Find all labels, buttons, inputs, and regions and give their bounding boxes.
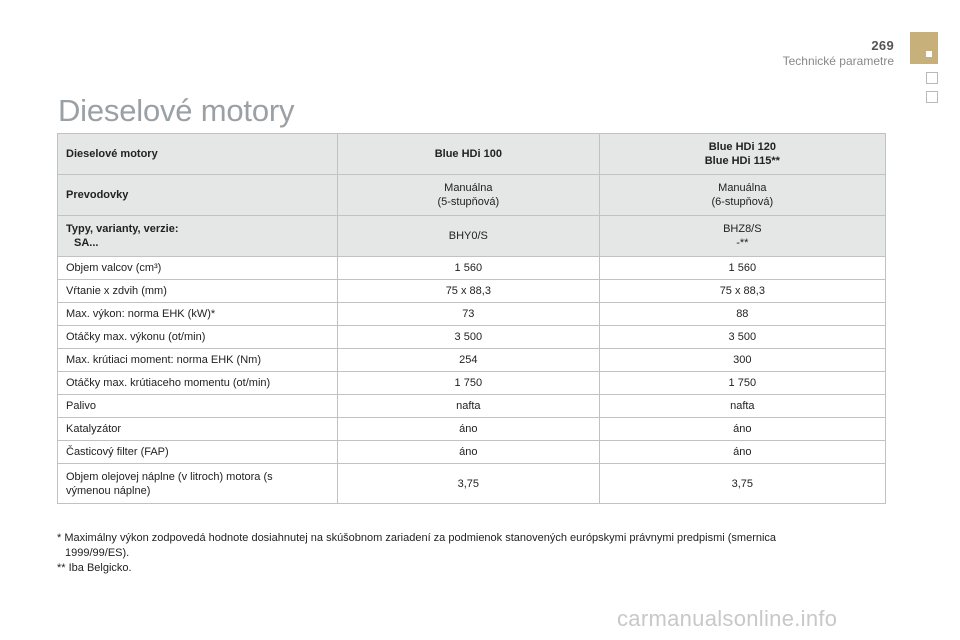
- row-label: Max. výkon: norma EHK (kW)*: [58, 303, 338, 326]
- row-col1: 73: [338, 303, 600, 326]
- gearbox-col1-line1: Manuálna: [444, 182, 493, 194]
- types-label-line2: SA...: [74, 237, 99, 249]
- row-col2: 3,75: [599, 464, 885, 504]
- footnote-1-cont: 1999/99/ES).: [65, 547, 130, 559]
- row-col2: áno: [599, 441, 885, 464]
- row-col2: nafta: [599, 395, 885, 418]
- header-col2-line2: Blue HDi 115**: [704, 155, 780, 167]
- row-col2: áno: [599, 418, 885, 441]
- row-col1: 3,75: [338, 464, 600, 504]
- row-col1: 1 560: [338, 257, 600, 280]
- row-col2: 300: [599, 349, 885, 372]
- tab-box-1: [926, 72, 938, 84]
- gearbox-label: Prevodovky: [58, 175, 338, 216]
- header-col2-line1: Blue HDi 120: [708, 141, 776, 153]
- table-row: [58, 418, 886, 441]
- table-row: [58, 464, 886, 504]
- chapter-tab-marker: [910, 32, 938, 64]
- row-label: [58, 464, 338, 504]
- row-col2: 1 750: [599, 372, 885, 395]
- types-col2-line2: -**: [736, 237, 749, 249]
- footnote-2: ** Iba Belgicko.: [57, 562, 132, 574]
- row-col1: 75 x 88,3: [338, 280, 600, 303]
- types-col2-line1: BHZ8/S: [723, 223, 762, 235]
- page-number: 269: [871, 38, 894, 53]
- types-col2: [599, 216, 885, 257]
- row-col1: áno: [338, 418, 600, 441]
- spec-table: [57, 133, 886, 504]
- row-label: Časticový filter (FAP): [58, 441, 338, 464]
- table-row: [58, 257, 886, 280]
- gearbox-col2-line2: (6-stupňová): [711, 196, 774, 208]
- row-label: Katalyzátor: [58, 418, 338, 441]
- row-col1: 1 750: [338, 372, 600, 395]
- table-row: [58, 326, 886, 349]
- row-label-line1: Objem olejovej náplne (v litroch) motora (s: [66, 470, 273, 483]
- page-title: Dieselové motory: [58, 93, 295, 128]
- row-label: Vŕtanie x zdvih (mm): [58, 280, 338, 303]
- row-label-line2: výmenou náplne): [66, 484, 151, 497]
- row-col2: 88: [599, 303, 885, 326]
- row-col2: 3 500: [599, 326, 885, 349]
- row-col1: nafta: [338, 395, 600, 418]
- section-name: Technické parametre: [782, 54, 894, 68]
- footnotes: [57, 531, 887, 576]
- footnote-1: * Maximálny výkon zodpovedá hodnote dosiahnutej na skúšobnom zariadení za podmienok stanovených európskymi právnymi predpismi (smernica: [57, 532, 777, 544]
- header-row-engine: [58, 134, 886, 175]
- header-row-gearbox: [58, 175, 886, 216]
- table-row: [58, 395, 886, 418]
- tab-box-2: [926, 91, 938, 103]
- table-row: [58, 303, 886, 326]
- gearbox-col1-line2: (5-stupňová): [437, 196, 500, 208]
- row-col1: áno: [338, 441, 600, 464]
- row-label: Otáčky max. výkonu (ot/min): [58, 326, 338, 349]
- types-label-line1: Typy, varianty, verzie:: [66, 223, 179, 235]
- table-row: [58, 349, 886, 372]
- types-label: [58, 216, 338, 257]
- row-col1: 3 500: [338, 326, 600, 349]
- row-label: Palivo: [58, 395, 338, 418]
- watermark: carmanualsonline.info: [617, 606, 838, 631]
- table-row: [58, 372, 886, 395]
- header-col1: Blue HDi 100: [338, 134, 600, 175]
- gearbox-col2-line1: Manuálna: [718, 182, 767, 194]
- gearbox-col2: [599, 175, 885, 216]
- header-col2: [599, 134, 885, 175]
- gearbox-col1: [338, 175, 600, 216]
- row-label: Max. krútiaci moment: norma EHK (Nm): [58, 349, 338, 372]
- row-label: Objem valcov (cm³): [58, 257, 338, 280]
- header-label: Dieselové motory: [58, 134, 338, 175]
- row-label: Otáčky max. krútiaceho momentu (ot/min): [58, 372, 338, 395]
- row-col1: 254: [338, 349, 600, 372]
- table-row: [58, 441, 886, 464]
- header-row-types: [58, 216, 886, 257]
- table-row: [58, 280, 886, 303]
- tab-dot: [926, 51, 932, 57]
- row-col2: 1 560: [599, 257, 885, 280]
- types-col1: BHY0/S: [338, 216, 600, 257]
- row-col2: 75 x 88,3: [599, 280, 885, 303]
